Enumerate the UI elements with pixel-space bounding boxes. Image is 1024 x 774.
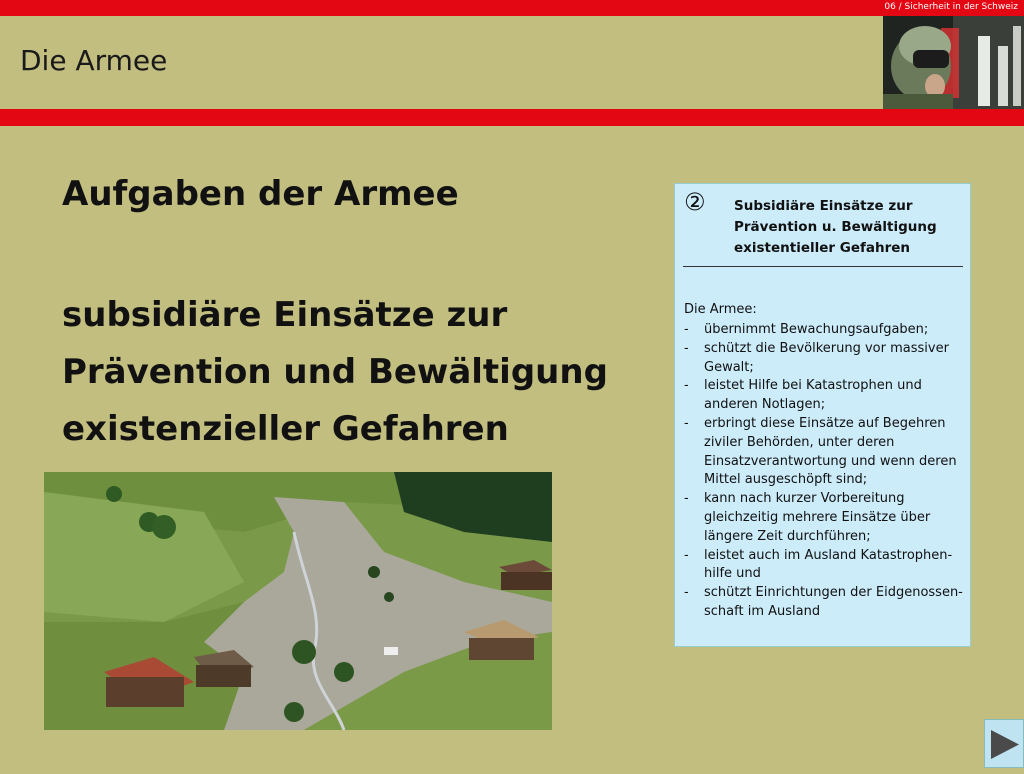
landslide-photo [44,472,552,730]
info-title: Subsidiäre Einsätze zur Prävention u. Bewältigung existentieller Gefahren [734,198,937,256]
info-box [674,183,971,647]
play-next-icon [985,720,1024,769]
red-divider [0,109,1024,126]
next-slide-button[interactable] [984,719,1024,768]
info-intro: Die Armee: [684,302,757,317]
section-heading: Aufgaben der Armee [62,174,459,214]
list-item: - schützt die Bevölkerung vor massiver Gewalt; [684,340,969,378]
list-item: - erbringt diese Einsätze auf Begehren ziviler Behörden, unter deren Einsatzverantwortung und wenn deren Mittel ausgeschöpft sind; [684,415,969,490]
list-item: - leistet auch im Ausland Katastrophen-hilfe und [684,547,969,585]
list-item: - kann nach kurzer Vorbereitung gleichzeitig mehrere Einsätze über längere Zeit durchführen; [684,490,969,546]
pilot-photo [883,16,1024,109]
body-line: Prävention und Bewältigung [62,352,608,392]
info-list [684,321,969,622]
info-divider [683,266,963,267]
body-line: subsidiäre Einsätze zur [62,295,508,335]
info-number: ② [684,188,706,216]
list-item: - schützt Einrichtungen der Eidgenossen-schaft im Ausland [684,584,969,622]
page-title: Die Armee [20,44,168,77]
list-item: - übernimmt Bewachungsaufgaben; [684,321,969,340]
list-item: - leistet Hilfe bei Katastrophen und anderen Notlagen; [684,377,969,415]
section-body [62,287,622,458]
breadcrumb: 06 / Sicherheit in der Schweiz [884,2,1018,12]
top-bar [0,0,1024,16]
body-line: existenzieller Gefahren [62,409,509,449]
